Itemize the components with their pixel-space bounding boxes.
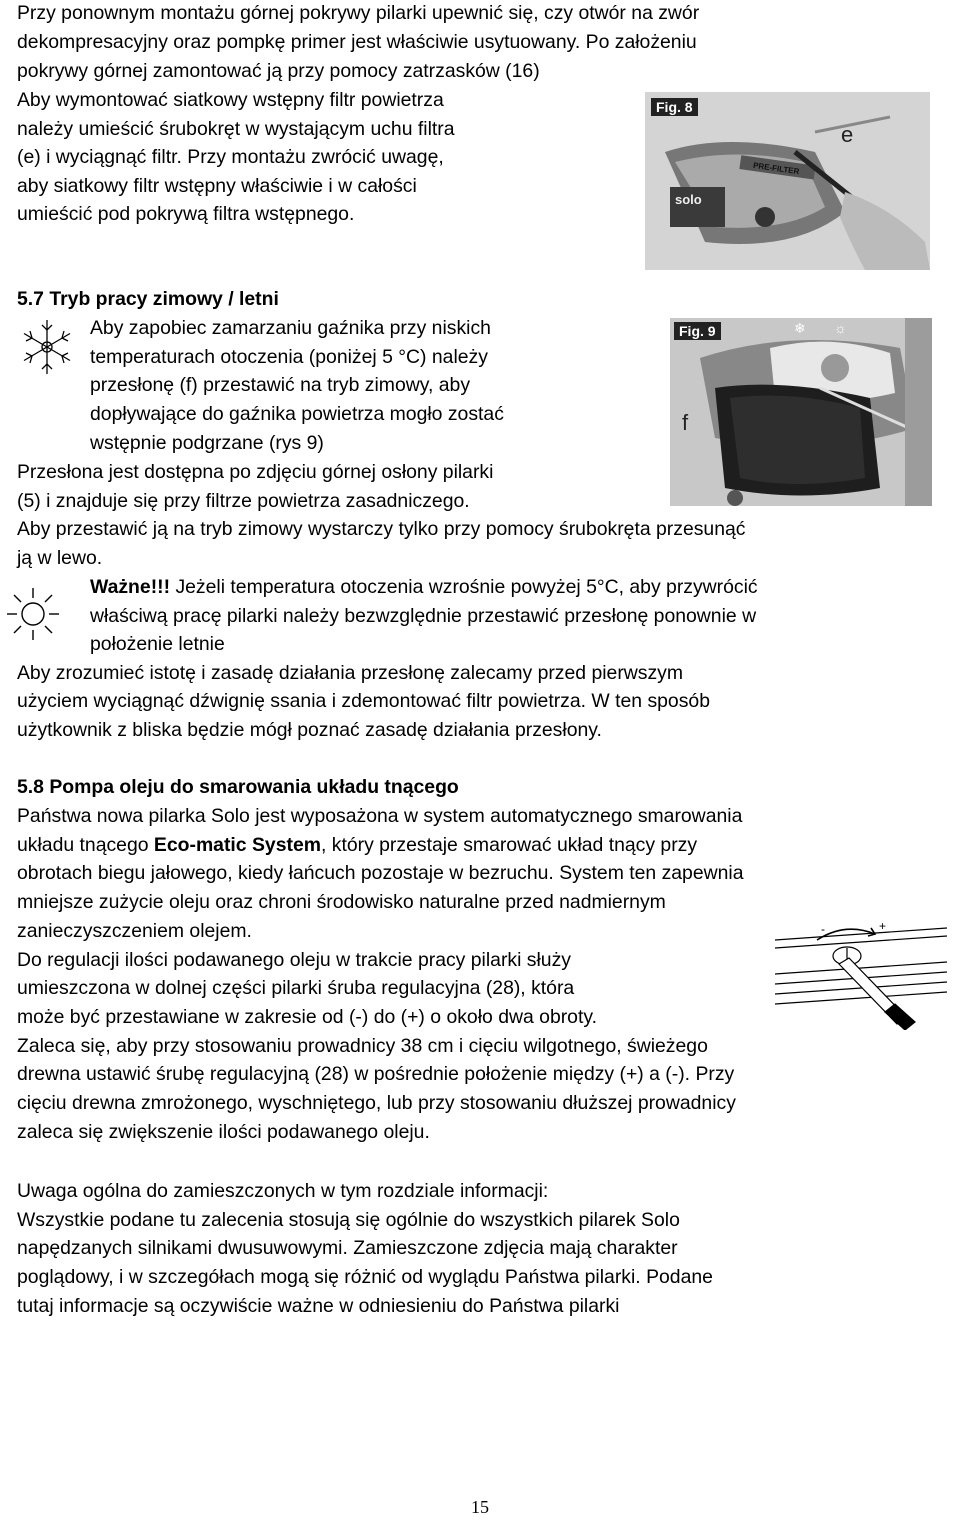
text-line: Aby wymontować siatkowy wstępny filtr powietrza (17, 89, 444, 111)
text-span: , który przestaje smarować układ tnący przy (320, 834, 698, 856)
text-line: poglądowy, i w szczegółach mogą się różnić od wyglądu Państwa pilarki. Podane (17, 1266, 713, 1288)
plus-label: + (879, 919, 887, 933)
text-line: właściwą pracę pilarki należy bezwzględnie przestawić przesłonę ponownie w (90, 605, 757, 627)
text-line: Aby zrozumieć istotę i zasadę działania przesłonę zalecamy przed pierwszym (17, 662, 684, 684)
page-number: 15 (471, 1497, 489, 1517)
sun-icon: ☼ (834, 320, 847, 336)
figure-9-photo (670, 318, 932, 506)
text-line: Do regulacji ilości podawanego oleju w trakcie pracy pilarki służy (17, 949, 571, 971)
text-line: umieścić pod pokrywą filtra wstępnego. (17, 203, 355, 225)
sun-icon (5, 586, 61, 647)
text-line: ją w lewo. (17, 547, 103, 569)
text-line: obrotach biegu jałowego, kiedy łańcuch pozostaje w bezruchu. System ten zapewnia (17, 862, 744, 884)
text-line: Uwaga ogólna do zamieszczonych w tym rozdziale informacji: (17, 1180, 549, 1202)
minus-label: - (821, 922, 825, 936)
text-line: użyciem wyciągnąć dźwignię ssania i zdemontować filtr powietrza. W ten sposób (17, 690, 710, 712)
figure-letter: f (682, 410, 689, 435)
text-line: Przy ponownym montażu górnej pokrywy pilarki upewnić się, czy otwór na zwór (17, 2, 700, 24)
figure-text: PRE-FILTER (752, 160, 800, 177)
text-line: aby siatkowy filtr wstępny właściwie i w całości (17, 175, 417, 197)
text-line: położenie letnie (90, 633, 225, 655)
text-line: Państwa nowa pilarka Solo jest wyposażona w system automatycznego smarowania (17, 805, 743, 827)
figure-8-photo (645, 92, 930, 270)
text-line: drewna ustawić śrubę regulacyjną (28) w pośrednie położenie między (+) a (-). Przy (17, 1063, 735, 1085)
text-line (90, 576, 758, 598)
snowflake-icon: ❄ (794, 320, 806, 336)
figure-label: Fig. 8 (651, 98, 698, 116)
figure-9-drawing (670, 318, 932, 506)
figure-text: solo (675, 192, 702, 207)
text-line: (5) i znajduje się przy filtrze powietrza zasadniczego. (17, 490, 470, 512)
figure-label: Fig. 9 (674, 322, 721, 340)
text-span: układu tnącego (17, 834, 154, 856)
text-line: napędzanych silnikami dwusuwowymi. Zamieszczone zdjęcia mają charakter (17, 1237, 678, 1259)
text-line: dekompresacyjny oraz pompkę primer jest właściwie usytuowany. Po założeniu (17, 31, 697, 53)
text-line: (e) i wyciągnąć filtr. Przy montażu zwrócić uwagę, (17, 146, 444, 168)
snowflake-icon (22, 318, 72, 381)
text-line: mniejsze zużycie oleju oraz chroni środowisko naturalne przed nadmiernym (17, 891, 666, 913)
text-span: Jeżeli temperatura otoczenia wzrośnie powyżej 5°C, aby przywrócić (170, 576, 758, 598)
text-line: cięciu drewna zmrożonego, wyschniętego, lub przy stosowaniu dłuższej prowadnicy (17, 1092, 736, 1114)
text-line: zaleca się zwiększenie ilości podawanego oleju. (17, 1121, 430, 1143)
figure-letter: e (841, 122, 854, 147)
text-line: pokrywy górnej zamontować ją przy pomocy zatrzasków (16) (17, 60, 540, 82)
text-line: Aby zapobiec zamarzaniu gaźnika przy niskich (90, 317, 491, 339)
text-line: Aby przestawić ją na tryb zimowy wystarczy tylko przy pomocy śrubokręta przesunąć (17, 518, 746, 540)
text-line: użytkownik z bliska będzie mógł poznać zasadę działania przesłony. (17, 719, 602, 741)
text-line: dopływające do gaźnika powietrza mogło zostać (90, 403, 504, 425)
text-line: tutaj informacje są oczywiście ważne w odniesieniu do Państwa pilarki (17, 1295, 620, 1317)
text-line: Zaleca się, aby przy stosowaniu prowadnicy 38 cm i cięciu wilgotnego, świeżego (17, 1035, 708, 1057)
text-line: Przesłona jest dostępna po zdjęciu górnej osłony pilarki (17, 461, 494, 483)
text-line: wstępnie podgrzane (rys 9) (90, 432, 324, 454)
text-line: przesłonę (f) przestawić na tryb zimowy, aby (90, 374, 471, 396)
product-name: Eco-matic System (153, 834, 321, 856)
text-line (17, 834, 697, 856)
important-label: Ważne!!! (90, 576, 171, 598)
text-line: należy umieścić śrubokręt w wystającym uchu filtra (17, 118, 455, 140)
text-line: temperaturach otoczenia (poniżej 5 °C) należy (90, 346, 488, 368)
text-line: umieszczona w dolnej części pilarki śruba regulacyjna (28), która (17, 977, 575, 999)
text-line: może być przestawiane w zakresie od (-) do (+) o około dwa obroty. (17, 1006, 597, 1028)
text-line: zanieczyszczeniem olejem. (17, 920, 252, 942)
oil-screw-diagram (775, 918, 947, 1035)
section-heading: 5.7 Tryb pracy zimowy / letni (17, 288, 279, 310)
figure-8-drawing (645, 92, 930, 270)
section-heading: 5.8 Pompa oleju do smarowania układu tnącego (17, 776, 459, 798)
text-line: Wszystkie podane tu zalecenia stosują się ogólnie do wszystkich pilarek Solo (17, 1209, 680, 1231)
